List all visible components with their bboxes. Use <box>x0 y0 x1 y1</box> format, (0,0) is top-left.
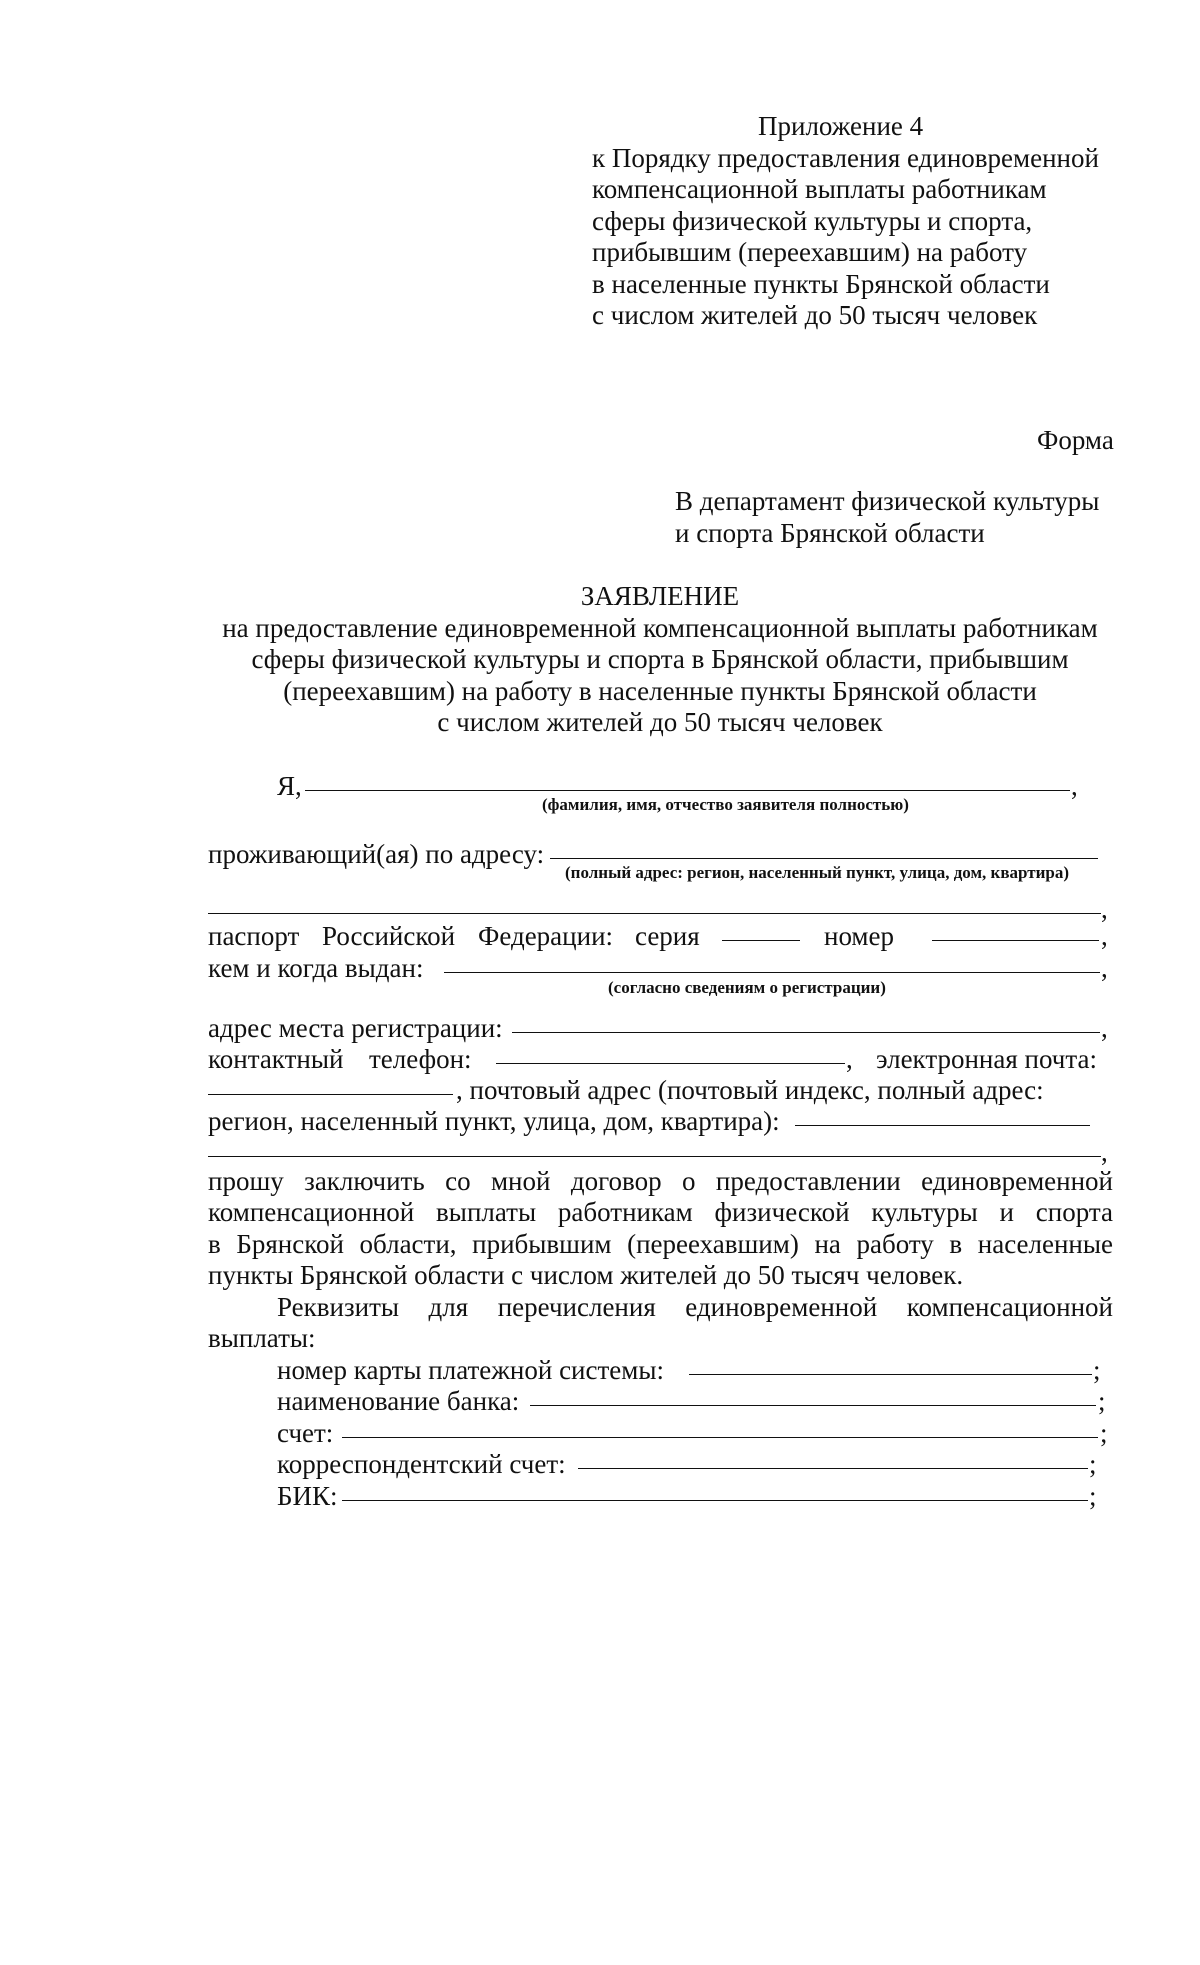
residence-label: проживающий(ая) по адресу: <box>208 839 545 869</box>
appendix-line: к Порядку предоставления единовременной <box>592 143 1099 173</box>
bank-name-field[interactable] <box>530 1405 1096 1406</box>
residence-caption: (полный адрес: регион, населенный пункт, улица, дом, квартира) <box>565 863 1070 882</box>
passport-series-field[interactable] <box>722 940 800 941</box>
email-label: электронная почта: <box>876 1044 1097 1074</box>
passport-issued-label: кем и когда выдан: <box>208 953 424 983</box>
statement-line: сферы физической культуры и спорта в Брянской области, прибывшим <box>251 644 1069 674</box>
request-last-line: пункты Брянской области с числом жителей до 50 тысяч человек. <box>208 1260 964 1290</box>
appendix-line: в населенные пункты Брянской области <box>592 269 1050 299</box>
request-line: компенсационной выплаты работникам физической культуры и спорта <box>208 1197 1113 1227</box>
bank-name-end: ; <box>1098 1386 1106 1416</box>
applicant-suffix: , <box>1071 771 1078 801</box>
form-label: Форма <box>1037 425 1114 455</box>
account-field[interactable] <box>342 1437 1098 1438</box>
residence-field[interactable] <box>550 858 1098 859</box>
bank-name-label: наименование банка: <box>277 1386 520 1416</box>
appendix-title: Приложение 4 <box>758 111 924 141</box>
applicant-prefix: Я, <box>277 771 302 801</box>
phone-field[interactable] <box>496 1063 845 1064</box>
passport-label-w1: паспорт <box>208 921 300 951</box>
phone-end: , <box>846 1044 853 1074</box>
statement-title: ЗАЯВЛЕНИЕ <box>580 581 740 611</box>
appendix-line: сферы физической культуры и спорта, <box>592 206 1033 236</box>
residence-field-continued[interactable] <box>208 913 1101 914</box>
postal-address-label: , почтовый адрес (почтовый индекс, полный адрес: <box>456 1075 1044 1105</box>
postal-address-field[interactable] <box>795 1125 1090 1126</box>
request-line: прошу заключить со мной договор о предоставлении единовременной <box>208 1166 1113 1196</box>
passport-series-label: серия <box>635 921 700 951</box>
postal-address-end: , <box>1101 1137 1108 1167</box>
card-number-end: ; <box>1093 1355 1101 1385</box>
applicant-caption: (фамилия, имя, отчество заявителя полностью) <box>542 795 909 814</box>
postal-address-field-continued[interactable] <box>208 1156 1101 1157</box>
residence-end: , <box>1101 894 1108 924</box>
phone-label-w2: телефон: <box>369 1044 472 1074</box>
statement-line: с числом жителей до 50 тысяч человек <box>437 707 883 737</box>
card-number-field[interactable] <box>689 1374 1092 1375</box>
passport-number-label: номер <box>824 921 895 951</box>
bik-field[interactable] <box>342 1500 1088 1501</box>
request-line: в Брянской области, прибывшим (переехавшим) на работу в населенные <box>208 1229 1113 1259</box>
passport-issued-end: , <box>1101 953 1108 983</box>
requisites-intro-continued: выплаты: <box>208 1323 316 1353</box>
passport-label-w2: Российской <box>322 921 456 951</box>
passport-caption: (согласно сведениям о регистрации) <box>608 978 886 997</box>
appendix-line: с числом жителей до 50 тысяч человек <box>592 300 1038 330</box>
phone-label-w1: контактный <box>208 1044 344 1074</box>
passport-issued-field[interactable] <box>444 972 1100 973</box>
corr-account-end: ; <box>1089 1449 1097 1479</box>
corr-account-field[interactable] <box>578 1468 1088 1469</box>
account-label: счет: <box>277 1418 334 1448</box>
postal-address-label-continued: регион, населенный пункт, улица, дом, квартира): <box>208 1106 780 1136</box>
registration-end: , <box>1101 1013 1108 1043</box>
card-number-label: номер карты платежной системы: <box>277 1355 665 1385</box>
appendix-line: компенсационной выплаты работникам <box>592 174 1047 204</box>
appendix-line: прибывшим (переехавшим) на работу <box>592 237 1028 267</box>
account-end: ; <box>1100 1418 1108 1448</box>
addressee-line: В департамент физической культуры <box>675 486 1100 516</box>
statement-line: (переехавшим) на работу в населенные пункты Брянской области <box>283 676 1037 706</box>
passport-label-w3: Федерации: <box>478 921 614 951</box>
bik-label: БИК: <box>277 1481 338 1511</box>
bik-end: ; <box>1089 1481 1097 1511</box>
corr-account-label: корреспондентский счет: <box>277 1449 566 1479</box>
registration-label: адрес места регистрации: <box>208 1013 503 1043</box>
addressee-line: и спорта Брянской области <box>675 518 985 548</box>
passport-number-field[interactable] <box>932 940 1099 941</box>
statement-line: на предоставление единовременной компенсационной выплаты работникам <box>222 613 1098 643</box>
registration-field[interactable] <box>512 1032 1100 1033</box>
passport-end: , <box>1101 921 1108 951</box>
email-field[interactable] <box>208 1094 453 1095</box>
requisites-intro: Реквизиты для перечисления единовременной компенсационной <box>277 1292 1113 1322</box>
applicant-name-field[interactable] <box>305 790 1070 791</box>
